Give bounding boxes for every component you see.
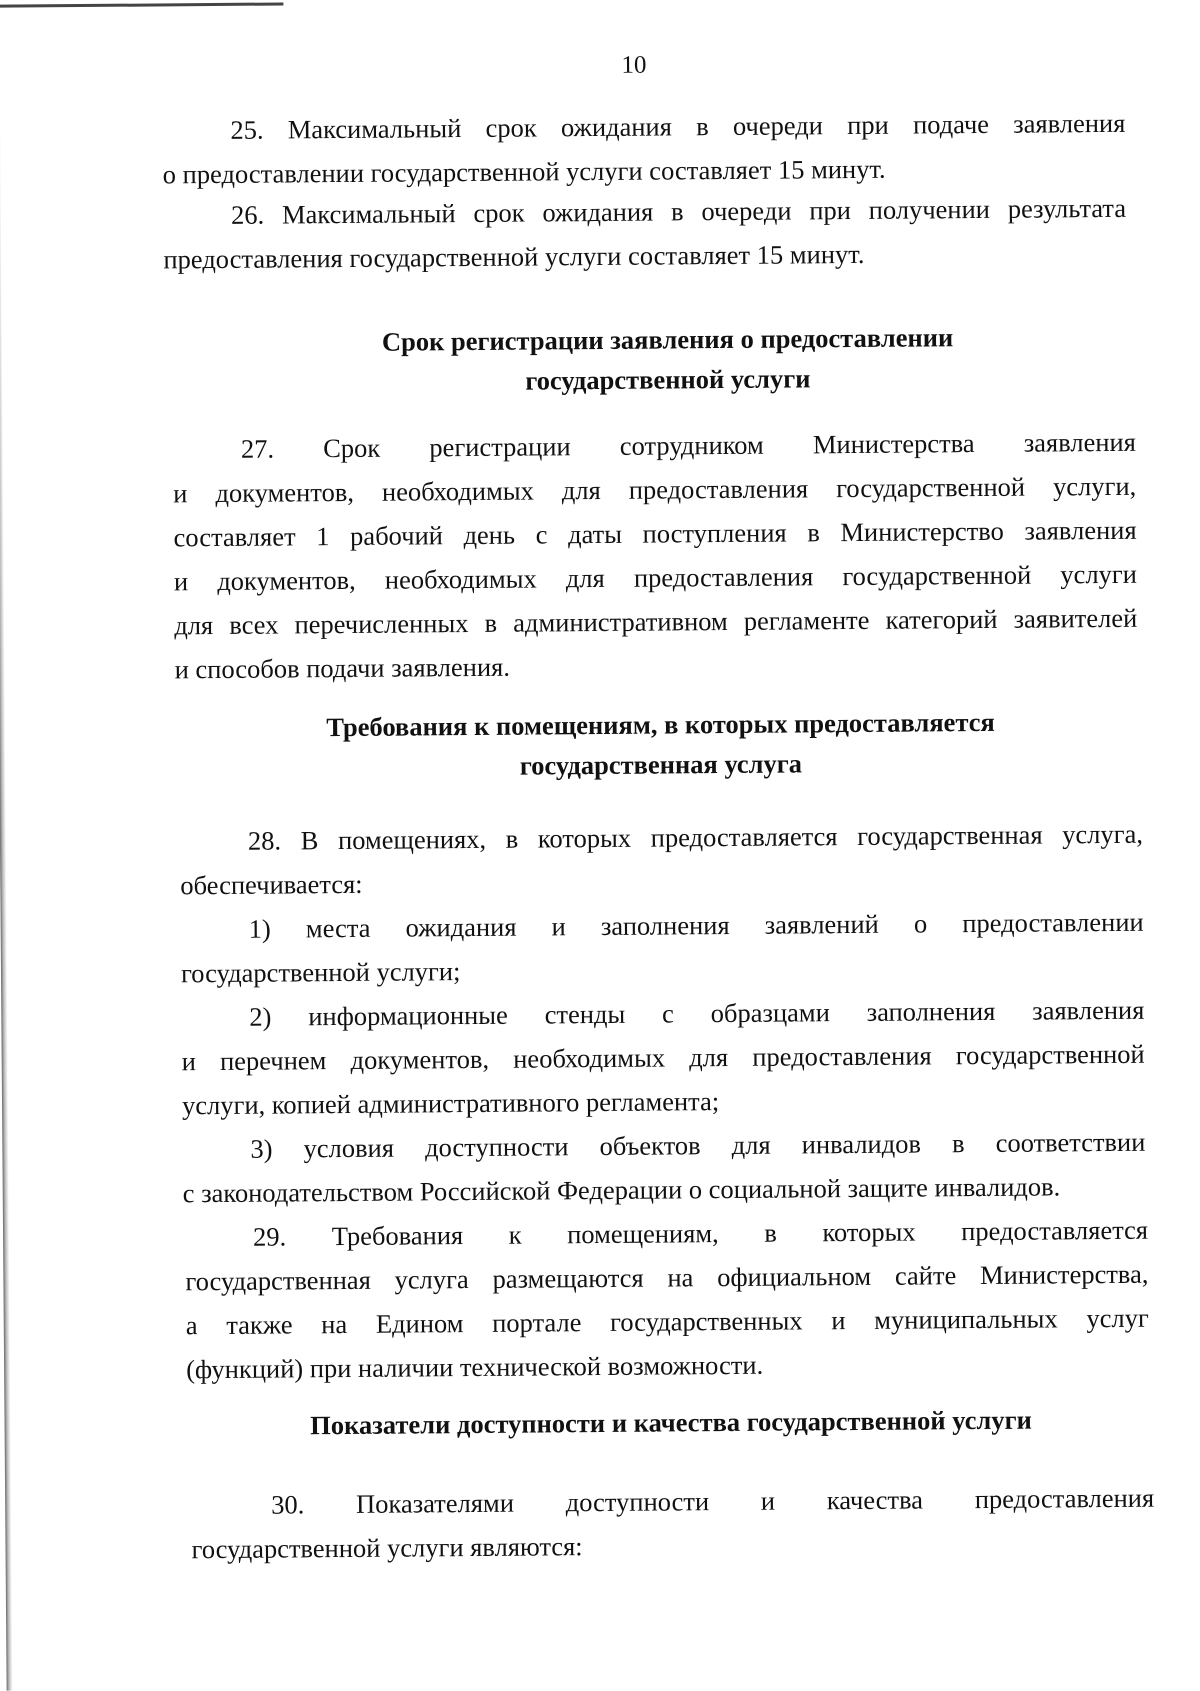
paragraph-27-line-3: составляет 1 рабочий день с даты поступления в Министерство заявления bbox=[173, 514, 1137, 553]
word: которых bbox=[822, 1216, 916, 1248]
section-heading-premises-requirements bbox=[179, 701, 1143, 789]
paragraph-29-line-4: (функций) при наличии технической возможности. bbox=[186, 1349, 764, 1385]
paragraph-27-line-5: для всех перечисленных в административном регламенте категорий заявителей bbox=[174, 602, 1138, 641]
heading-line: Показатели доступности и качества государственной услуги bbox=[310, 1404, 1032, 1441]
item-1-line-2: государственной услуги; bbox=[180, 956, 461, 989]
word: в bbox=[764, 1217, 777, 1248]
paragraph-25 bbox=[162, 101, 1126, 197]
paragraph-26 bbox=[163, 186, 1127, 282]
paragraph-27-line-2: и документов, необходимых для предоставления государственной услуги, bbox=[173, 470, 1137, 509]
page-number: 10 bbox=[621, 51, 647, 79]
item-2-line-3: услуги, копией административного регламента; bbox=[181, 1086, 720, 1121]
word: 27. bbox=[240, 433, 275, 464]
paragraph-27-line-1 bbox=[173, 420, 1136, 472]
section-heading-registration-term bbox=[186, 316, 1150, 404]
paragraph-29-line-3: а также на Едином портале государственных и муниципальных услуг bbox=[185, 1302, 1149, 1341]
item-2-line-2: и перечнем документов, необходимых для предоставления государственной bbox=[181, 1038, 1145, 1077]
word: 29. bbox=[252, 1221, 287, 1252]
item-2-line-1: 2) информационные стенды с образцами заполнения заявления bbox=[249, 994, 1145, 1032]
heading-line: Срок регистрации заявления о предоставлении bbox=[381, 322, 954, 357]
word: Министерства bbox=[812, 428, 975, 460]
word: и bbox=[760, 1485, 776, 1516]
paragraph-26-line-1: 26. Максимальный срок ожидания в очереди при получении результата bbox=[230, 192, 1127, 230]
word: сотрудником bbox=[619, 429, 764, 461]
paragraph-27 bbox=[173, 420, 1138, 692]
heading-line: государственной услуги bbox=[525, 363, 811, 396]
word: помещениям, bbox=[567, 1218, 719, 1250]
scan-top-edge bbox=[0, 2, 283, 7]
item-1-line-1: 1) места ожидания и заполнения заявлений о предоставлении bbox=[248, 906, 1144, 944]
word: Требования bbox=[331, 1220, 464, 1252]
word: заявления bbox=[1023, 426, 1136, 458]
paragraph-27-line-4: и документов, необходимых для предоставления государственной услуги bbox=[173, 558, 1138, 597]
paragraph-25-line-2: о предоставлении государственной услуги составляет 15 минут. bbox=[162, 153, 886, 190]
paragraph-28-line-2: обеспечивается: bbox=[180, 868, 363, 901]
paragraph-29 bbox=[185, 1208, 1149, 1392]
item-3-line-2: с законодательством Российской Федерации о социальной защите инвалидов. bbox=[182, 1171, 1061, 1209]
word: предоставления bbox=[974, 1482, 1155, 1515]
paragraph-30-line-2: государственной услуги являются: bbox=[191, 1531, 583, 1565]
word: качества bbox=[826, 1484, 924, 1516]
paragraph-30-line-1 bbox=[191, 1476, 1154, 1528]
word: доступности bbox=[565, 1486, 710, 1518]
paragraph-28 bbox=[180, 812, 1146, 1216]
word: 30. bbox=[271, 1489, 305, 1520]
paragraph-30 bbox=[191, 1476, 1155, 1572]
paragraph-26-line-2: предоставления государственной услуги составляет 15 минут. bbox=[163, 238, 865, 275]
heading-line: Требования к помещениям, в которых предоставляется bbox=[326, 706, 995, 743]
word: Срок bbox=[323, 432, 381, 464]
word: к bbox=[508, 1219, 522, 1250]
word: регистрации bbox=[429, 431, 571, 463]
paragraph-27-line-6: и способов подачи заявления. bbox=[174, 651, 511, 685]
paragraph-25-line-1: 25. Максимальный срок ожидания в очереди при подаче заявления bbox=[230, 107, 1126, 145]
word: предоставляется bbox=[961, 1214, 1149, 1247]
item-3-line-1: 3) условия доступности объектов для инвалидов в соответствии bbox=[250, 1126, 1146, 1164]
paragraph-29-line-2: государственная услуга размещаются на официальном сайте Министерства, bbox=[185, 1258, 1149, 1297]
paragraph-29-line-1 bbox=[185, 1208, 1148, 1260]
heading-line: государственная услуга bbox=[519, 748, 803, 781]
paragraph-28-line-1: 28. В помещениях, в которых предоставляется государственная услуга, bbox=[247, 818, 1144, 856]
word: Показателями bbox=[355, 1487, 515, 1519]
scan-left-edge bbox=[0, 5, 13, 1691]
section-heading-quality-indicators bbox=[189, 1399, 1152, 1447]
